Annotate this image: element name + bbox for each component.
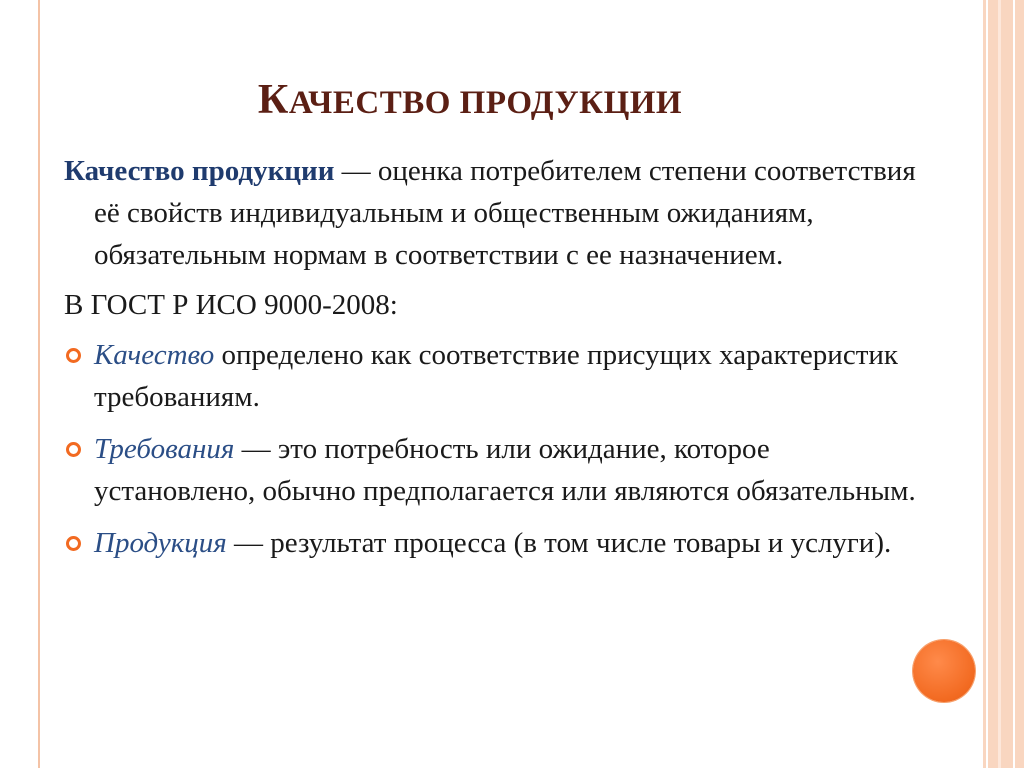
bullet-text: определено как соответствие присущих характеристик требованиям. [94, 339, 898, 413]
bullet-ring-icon [66, 442, 81, 457]
band-line [998, 0, 1001, 768]
definition-term: Качество продукции [64, 155, 335, 187]
bullet-term: Требования [94, 433, 235, 465]
bullet-term: Качество [94, 339, 215, 371]
slide-content [64, 150, 924, 574]
bullet-ring-icon [66, 536, 81, 551]
bullet-ring-icon [66, 348, 81, 363]
bullet-text: — это потребность или ожидание, которое установлено, обычно предполагается или являются обязательным. [94, 433, 916, 507]
bullet-item [64, 522, 924, 564]
definition-paragraph [64, 150, 924, 276]
definition-text: — оценка потребителем степени соответствия её свойств индивидуальным и общественным ожиданиям, обязательным нормам в соответствии с ее назначением. [94, 155, 916, 271]
title-first-letter: К [257, 77, 289, 123]
slide-title [0, 76, 940, 124]
band-line [1013, 0, 1015, 768]
band-line [986, 0, 988, 768]
title-rest: АЧЕСТВО ПРОДУКЦИИ [288, 85, 683, 121]
bullet-text: — результат процесса (в том числе товары и услуги). [226, 527, 892, 559]
right-decorative-band [983, 0, 1024, 768]
orange-circle-decoration [913, 640, 975, 702]
gost-line: В ГОСТ Р ИСО 9000-2008: [64, 289, 398, 321]
bullet-item [64, 334, 924, 418]
bullet-item [64, 428, 924, 512]
bullet-term: Продукция [94, 527, 227, 559]
